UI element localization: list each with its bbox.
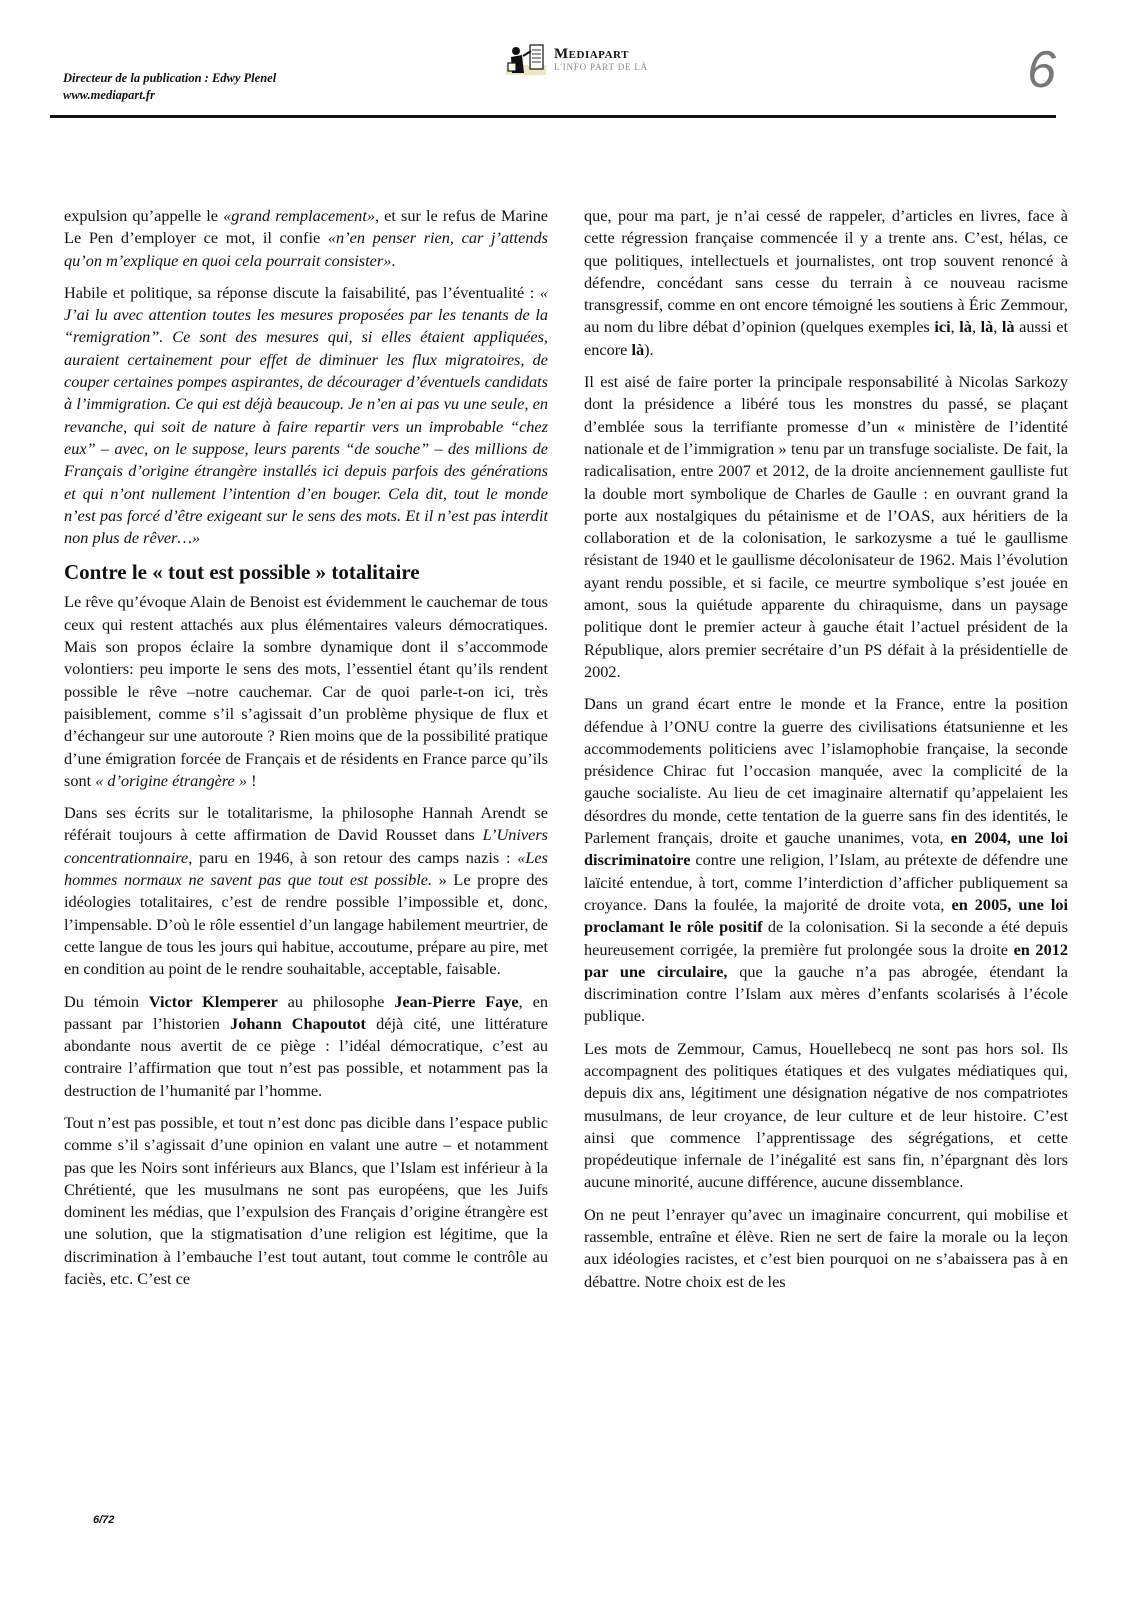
text-run: , (971, 317, 981, 337)
bold-run: Johann Chapoutot (230, 1013, 366, 1033)
bold-run: là (959, 317, 972, 337)
paragraph (584, 205, 1068, 361)
bold-run: là (1001, 317, 1015, 337)
text-run: . (391, 250, 396, 270)
text-run: Les mots de Zemmour, Camus, Houellebecq ne sont pas hors sol. Ils accompagnent des politiques étatiques et des vulgates médiatiques qui, depuis dix ans, légitiment une désignation négative de nos compatriotes musulmans, de leur croyance, de leur culture et de leur histoire. C’est ainsi que commence l’apprentissage des ségrégations, et cette propédeutique infernale de l’inégalité est sans fin, n’épargnant dès lors aucune minorité, aucune différence, aucune dissemblance. (584, 1038, 1068, 1192)
publication-director: Directeur de la publication : Edwy Plenel (63, 71, 277, 85)
paragraph (64, 591, 548, 792)
text-run: , (950, 317, 960, 337)
text-run: ). (644, 339, 654, 359)
bold-run: Jean-Pierre Faye (394, 991, 519, 1011)
paragraph (584, 1204, 1068, 1293)
bold-run: en 2005, une loi proclamant le rôle positif (584, 894, 1069, 937)
text-run: que, pour ma part, je n’ai cessé de rappeler, d’articles en livres, face à cette régression française commencée il y a trente ans. C’est, hélas, ce que politiques, intellectuels et journalistes, ont trop souvent renoncé à défendre, concédant sans cesse du terrain à ce nouveau racisme transgressif, comme en ont encore témoigné les soutiens à Éric Zemmour, au nom du libre débat d’opinion (quelques exemples (584, 206, 1068, 337)
logo-tagline: L'INFO PART DE LÀ (554, 62, 648, 72)
paragraph (64, 1112, 548, 1290)
page-number: 6 (1027, 41, 1056, 99)
text-run: au philosophe (277, 991, 395, 1011)
bold-run: en 2012 par une circulaire, (584, 939, 1068, 981)
bold-run: ici (934, 317, 951, 337)
text-run: contre une religion, l’Islam, au prétexte de défendre une laïcité entendue, à tort, comme l’interdiction d’afficher publiquement sa croyance. Dans la foulée, la majorité de droite vota, (584, 850, 1068, 914)
paragraph (64, 802, 548, 980)
page-indicator: 6/72 (93, 1514, 115, 1526)
right-column (584, 205, 1068, 1303)
paragraph (584, 693, 1068, 1027)
text-run: Il est aisé de faire porter la principale responsabilité à Nicolas Sarkozy dont la présidence a libéré tous les monstres du passé, se plaçant d’emblée sous la terrifiante promesse d’un « ministère de l’identité nationale et de l’immigration » tenu par un transfuge socialiste. De fait, la radicalisation, entre 2007 et 2012, de la droite anciennement gaulliste fut la double mort symbolique de Charles de Gaulle : en ouvrant grand la porte aux nostalgiques du pétainisme et de l’OAS, aux héritiers de la collaboration et de la colonisation, le sarkozysme a tué le gaullisme résistant de 1940 et le gaullisme décolonisateur de 1962. Mais l’évolution ayant rendu possible, et si facile, ce meurtre symbolique s’est jouée en amont, sous la quiétude apparente du chiraquisme, dans un paysage politique dont le premier acteur à gauche était l’actuel président de la République, alors premier secrétaire d’un PS défait à la présidentielle de 2002. (584, 372, 1068, 681)
text-run: déjà cité, une littérature abondante nous avertit de ce piège : l’idéal démocratique, c’est au contraire l’affirmation que tout n’est pas possible, et notamment pas la destruction de l’humanité par l’homme. (64, 1013, 548, 1100)
text-run: » Le propre des idéologies totalitaires, c’est de rendre possible l’impossible et, donc, l’impensable. D’où le rôle essentiel d’un langage habilement meurtrier, de cette langue de tous les jours qui habitue, accoutume, prépare au pire, met en condition au point de le rendre souhaitable, acceptable, faisable. (64, 870, 548, 979)
paragraph (64, 991, 548, 1102)
publication-header (63, 70, 276, 104)
italic-run: «grand remplacement» (223, 206, 375, 225)
text-run: Du témoin (64, 991, 149, 1011)
text-run: On ne peut l’enrayer qu’avec un imaginaire concurrent, qui mobilise et rassemble, entraîne et élève. Rien ne sert de faire la morale ou la leçon aux idéologies racistes, et c’est bien pourquoi on ne s’abaissera pas à en débattre. Notre choix est de les (584, 1204, 1068, 1291)
paragraph (64, 205, 548, 272)
mediapart-logo (506, 43, 648, 75)
section-heading: Contre le « tout est possible » totalitaire (64, 560, 420, 585)
italic-run: «Les hommes normaux ne savent pas que tout est possible. (64, 847, 548, 890)
paragraph (64, 282, 548, 550)
newspaper-reader-icon (506, 43, 546, 75)
text-run: , (993, 317, 1002, 337)
text-run: Dans un grand écart entre le monde et la France, entre la position défendue à l’ONU contre la guerre des civilisations étatsunienne et les accommodements politiciens avec l’islamophobie française, la seconde présidence Chirac fut l’occasion manquée, avec la complicité de la gauche socialiste. Au lieu de cet imaginaire alternatif qu’appelaient les désordres du monde, cette tentation de la guerre sans fin des identités, le Parlement français, droite et gauche unanimes, vota, (584, 694, 1068, 848)
text-run: Habile et politique, sa réponse discute la faisabilité, pas l’éventualité : (64, 282, 540, 302)
text-run: que la gauche n’a pas abrogée, étendant la discrimination contre l’Islam aux mères d’enfants scolarisés à l’école publique. (584, 961, 1068, 1026)
logo-title: Mediapart (554, 46, 629, 62)
paragraph (584, 1038, 1068, 1194)
paragraph (584, 371, 1068, 683)
text-run: ! (247, 770, 257, 790)
website-url: www.mediapart.fr (63, 88, 155, 102)
text-run: , et sur le refus de Marine Le Pen d’employer ce mot, il confie (64, 206, 548, 248)
italic-run: L’Univers concentrationnaire (64, 825, 548, 867)
text-run: expulsion qu’appelle le (64, 206, 224, 225)
text-run: Tout n’est pas possible, et tout n’est donc pas dicible dans l’espace public comme s’il s’agissait d’une opinion en valant une autre – et notamment pas que les Noirs sont inférieurs aux Blancs, que l’Islam est inférieur à la Chrétienté, que les musulmans ne sont pas européens, que les Juifs dominent les médias, que l’expulsion des Français d’origine étrangère est une solution, que la stigmatisation d’une religion est légitime, que la discrimination à l’embauche l’est tout autant, tout comme le contrôle au faciès, etc. C’est ce (64, 1112, 548, 1289)
bold-run: en 2004, une loi discriminatoire (584, 828, 1068, 870)
text-run: Le rêve qu’évoque Alain de Benoist est évidemment le cauchemar de tous ceux qui restent attachés aux plus élémentaires valeurs démocratiques. Mais son propos éclaire la sombre dynamique dont il s’accommode volontiers: peu importe le sens des mots, l’essentiel étant qu’ils rendent possible le rêve –notre cauchemar. Car de quoi parle-t-on ici, très paisiblement, comme s’il s’agissait d’un problème physique de flux et d’échangeur sur une autoroute ? Rien moins que de la possibilité pratique d’une émigration forcée de Français et de résidents en France parce qu’ils sont (64, 592, 548, 790)
left-column (64, 205, 548, 1300)
italic-run: «n’en penser rien, car j’attends qu’on m’explique en quoi cela pourrait consister» (64, 228, 549, 270)
text-run: Dans ses écrits sur le totalitarisme, la philosophe Hannah Arendt se référait toujours à cette affirmation de David Rousset dans (64, 803, 548, 845)
bold-run: là (631, 339, 645, 359)
text-run: , paru en 1946, à son retour des camps nazis : (188, 847, 518, 867)
bold-run: Victor Klemperer (148, 991, 278, 1011)
header-rule (50, 115, 1056, 118)
italic-run: « d’origine étrangère » (95, 770, 247, 790)
text-run: de la colonisation. Si la seconde a été depuis heureusement corrigée, la première fut prolongée sous la droite (584, 917, 1068, 959)
bold-run: là (980, 317, 994, 337)
text-run: , en passant par l’historien (64, 991, 548, 1033)
italic-run: « J’ai lu avec attention toutes les mesures proposées par les tenants de la “remigration”. Ce sont des mesures qui, si elles étaient appliquées, auraient certainement pour effet de diminuer les flux migratoires, de couper certaines pompes aspirantes, de décourager d’éventuels candidats à l’immigration. Ce qui est déjà beaucoup. Je n’en ai pas vu une seule, en revanche, qui soit de nature à faire repartir vers un improbable “chez eux” – avec, on le suppose, leurs parents “de souche” – des millions de Français d’origine étrangère installés ici depuis parfois des générations et qui n’ont nullement l’intention d’en bouger. Cela dit, tout le monde n’est pas forcé d’être exigeant sur le sens des mots. Et il n’est pas interdit non plus de rêver…» (64, 282, 548, 548)
text-run: aussi et encore (584, 317, 1069, 359)
